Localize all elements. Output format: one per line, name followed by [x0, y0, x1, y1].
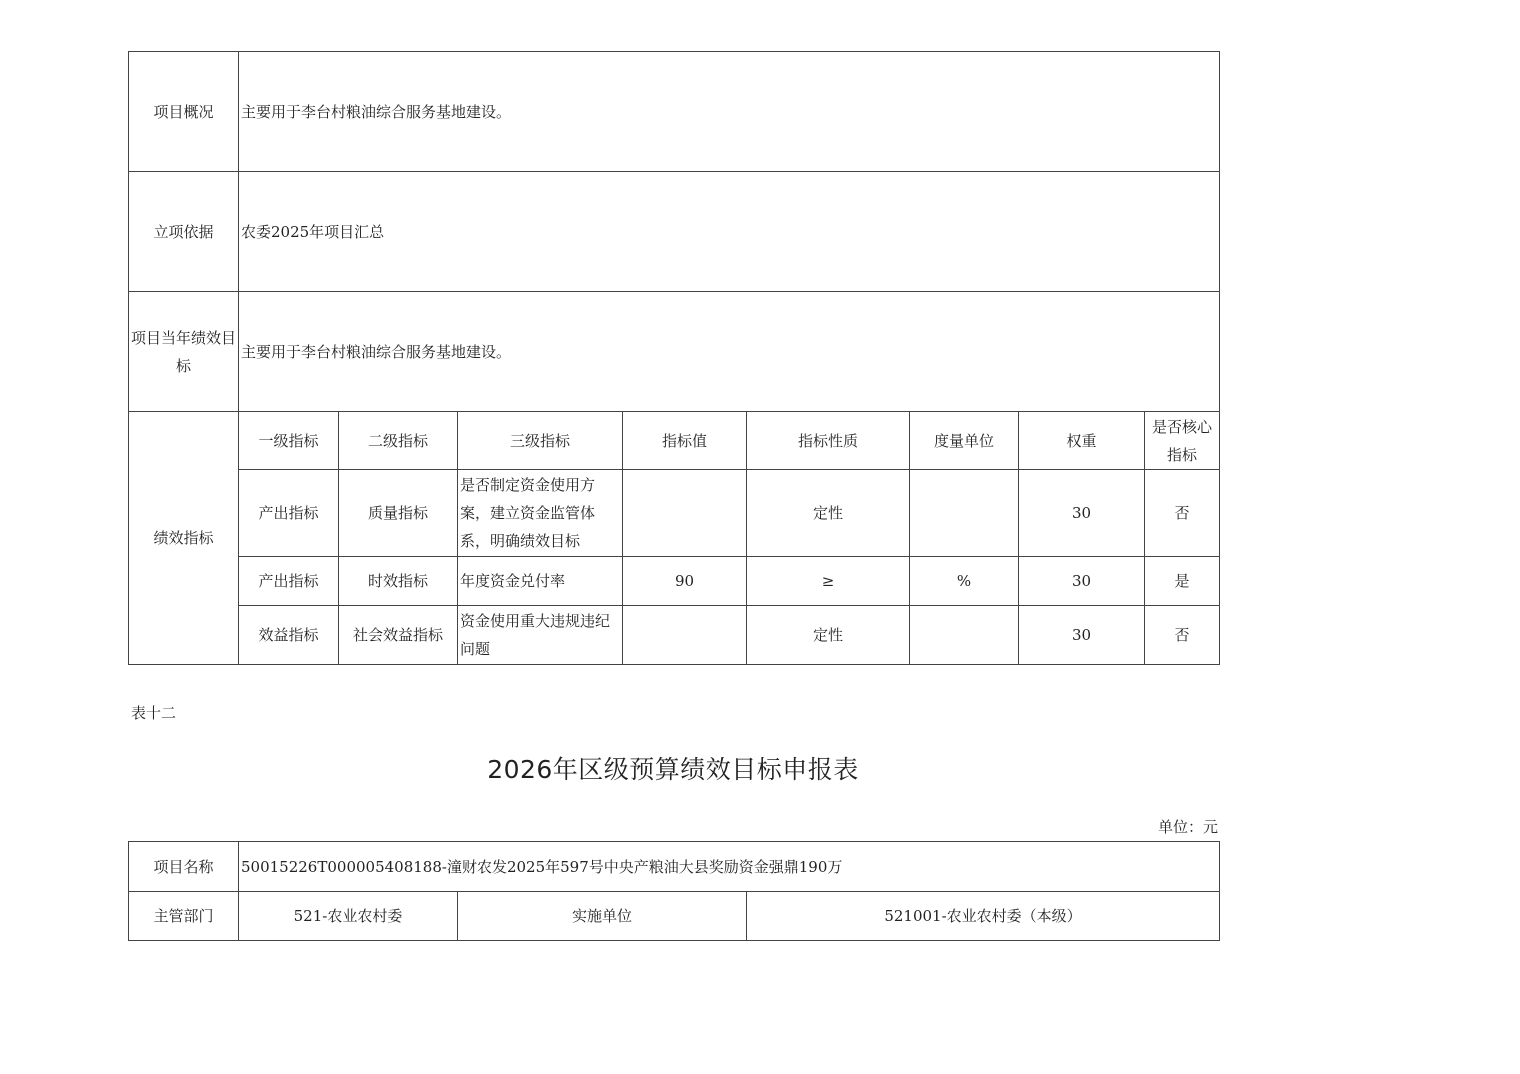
header-nature: 指标性质	[747, 412, 910, 470]
row3-level2: 社会效益指标	[339, 606, 458, 665]
overview-value: 主要用于李台村粮油综合服务基地建设。	[239, 52, 1220, 172]
table-row	[129, 557, 1220, 606]
header-core: 是否核心指标	[1145, 412, 1220, 470]
row3-core: 否	[1145, 606, 1220, 665]
impl-label: 实施单位	[458, 892, 747, 941]
row1-level2: 质量指标	[339, 470, 458, 557]
project-info-table	[128, 841, 1220, 941]
row2-level2: 时效指标	[339, 557, 458, 606]
row2-nature: ≥	[747, 557, 910, 606]
row2-unit: %	[910, 557, 1019, 606]
row3-weight: 30	[1019, 606, 1145, 665]
row2-level1: 产出指标	[239, 557, 339, 606]
basis-value: 农委2025年项目汇总	[239, 172, 1220, 292]
row1-value	[623, 470, 747, 557]
row1-core: 否	[1145, 470, 1220, 557]
row3-unit	[910, 606, 1019, 665]
project-name-value: 50015226T000005408188-潼财农发2025年597号中央产粮油大县奖励资金强鼎190万	[239, 842, 1220, 892]
row2-core: 是	[1145, 557, 1220, 606]
unit-label: 单位：元	[1157, 818, 1218, 836]
row2-weight: 30	[1019, 557, 1145, 606]
page-title: 2026年区级预算绩效目标申报表	[487, 755, 859, 784]
goal-value: 主要用于李台村粮油综合服务基地建设。	[239, 292, 1220, 412]
row1-level1: 产出指标	[239, 470, 339, 557]
impl-value: 521001-农业农村委（本级）	[747, 892, 1220, 941]
row1-nature: 定性	[747, 470, 910, 557]
header-level1: 一级指标	[239, 412, 339, 470]
header-unit: 度量单位	[910, 412, 1019, 470]
row3-level3: 资金使用重大违规违纪问题	[458, 606, 623, 665]
indicators-label: 绩效指标	[129, 412, 239, 665]
table-row	[129, 470, 1220, 557]
row2-level3: 年度资金兑付率	[458, 557, 623, 606]
header-level3: 三级指标	[458, 412, 623, 470]
table-row	[129, 606, 1220, 665]
row1-level3: 是否制定资金使用方案，建立资金监管体系，明确绩效目标	[458, 470, 623, 557]
row3-value	[623, 606, 747, 665]
row3-nature: 定性	[747, 606, 910, 665]
header-value: 指标值	[623, 412, 747, 470]
project-name-label: 项目名称	[129, 842, 239, 892]
header-weight: 权重	[1019, 412, 1145, 470]
goal-label: 项目当年绩效目标	[129, 292, 239, 412]
header-level2: 二级指标	[339, 412, 458, 470]
dept-label: 主管部门	[129, 892, 239, 941]
row1-unit	[910, 470, 1019, 557]
row3-level1: 效益指标	[239, 606, 339, 665]
basis-label: 立项依据	[129, 172, 239, 292]
overview-label: 项目概况	[129, 52, 239, 172]
dept-value: 521-农业农村委	[239, 892, 458, 941]
table-number-label: 表十二	[131, 704, 177, 722]
row2-value: 90	[623, 557, 747, 606]
row1-weight: 30	[1019, 470, 1145, 557]
performance-target-table	[128, 51, 1220, 665]
